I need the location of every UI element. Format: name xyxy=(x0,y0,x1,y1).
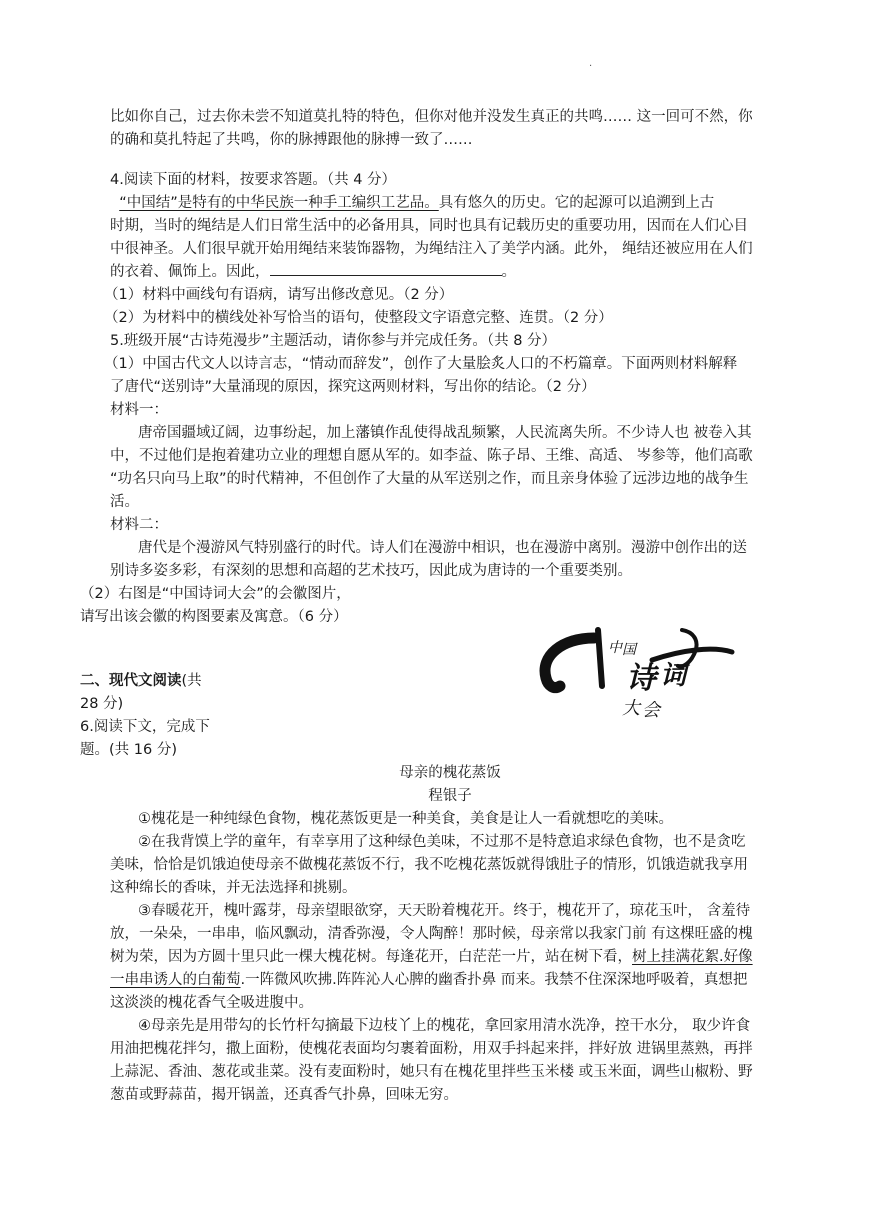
q5-sub-question-1-cont: 了唐代“送别诗”大量涌现的原因，探究这两则材料，写出你的结论。（2 分） xyxy=(110,379,596,395)
q4-title: 4.阅读下面的材料，按要求答题。（共 4 分） xyxy=(110,172,397,188)
q4-material-line xyxy=(110,192,790,214)
q4-line1-rest: 具有悠久的历史。它的起源可以追溯到上古 xyxy=(438,195,715,211)
section-2-score: 28 分) xyxy=(80,696,124,712)
underlined-phrase: 一串串诱人的白葡萄 xyxy=(110,972,241,988)
section-2-score-open: (共 xyxy=(181,673,202,689)
q5-sub-question-2: （2）右图是“中国诗词大会”的会徽图片， xyxy=(80,586,351,602)
q5-sub-question-2-cont: 请写出该会徽的构图要素及寓意。（6 分） xyxy=(80,609,348,625)
q4-line4-start: 的衣着、佩饰上。因此， xyxy=(110,264,270,280)
intro-line: 的确和莫扎特起了共鸣，你的脉搏跟他的脉搏一致了…… xyxy=(110,132,473,148)
material-1-line: 中，不过他们是抱着建功立业的理想自愿从军的。如李益、陈子昂、王维、高适、 岑参等，他们高歌 xyxy=(110,448,753,464)
section-2-heading: 二、现代文阅读 xyxy=(80,673,182,689)
article-paragraph-3: 这淡淡的槐花香气全吸进腹中。 xyxy=(110,995,313,1011)
article-title: 母亲的槐花蒸饭 xyxy=(399,765,501,781)
q6-title-cont: 题。(共 16 分) xyxy=(80,742,177,758)
material-1-line: 活。 xyxy=(110,494,139,510)
q4-answer-blank[interactable] xyxy=(270,261,502,276)
article-paragraph-1: ①槐花是一种纯绿色食物，槐花蒸饭更是一种美食，美食是让人一看就想吃的美味。 xyxy=(138,811,673,827)
section-2-title xyxy=(80,670,760,692)
emblem-char: 大 xyxy=(622,698,640,719)
article-paragraph-4: 葱苗或野蒜苗，揭开锅盖，还真香气扑鼻，回味无穷。 xyxy=(110,1087,458,1103)
article-paragraph-3 xyxy=(110,969,790,991)
paragraph-3-text: 树为荣，因为方圆十里只此一棵大槐花树。每逢花开，白茫茫一片，站在树下看， xyxy=(110,949,632,965)
paragraph-3-text: .一阵微风吹拂.阵阵沁人心脾的幽香扑鼻 而来。我禁不住深深地呼吸着，真想把 xyxy=(240,972,748,988)
material-1-label: 材料一： xyxy=(110,402,168,418)
article-paragraph-4: 上蒜泥、香油、葱花或韭菜。没有麦面粉时，她只有在槐花里拌些玉米楼 或玉米面，调些山椒粉、野 xyxy=(110,1064,753,1080)
article-author: 程银子 xyxy=(428,788,472,804)
article-paragraph-3 xyxy=(110,946,790,968)
q4-sub-question-1: （1）材料中画线句有语病，请写出修改意见。（2 分） xyxy=(104,287,454,303)
q4-line4-end: 。 xyxy=(501,264,516,280)
q4-material-line: 时期，当时的绳结是人们日常生活中的必备用具，同时也具有记载历史的重要功用，因而在人们心目 xyxy=(110,218,748,234)
emblem-char: 诗 xyxy=(626,661,656,696)
q4-underlined-sentence: “中国结”是特有的中华民族一种手工编织工艺品。 xyxy=(119,195,439,211)
material-2-line: 别诗多姿多彩，有深刻的思想和高超的艺术技巧，因此成为唐诗的一个重要类别。 xyxy=(110,563,632,579)
underlined-phrase: 树上挂满花絮.好像 xyxy=(632,949,753,965)
q4-material-line xyxy=(110,261,790,283)
q5-sub-question-1: （1）中国古代文人以诗言志，“情动而辞发”，创作了大量脍炙人口的不朽篇章。下面两则材料解释 xyxy=(104,356,738,372)
article-paragraph-3: 放，一朵朵，一串串，临风飘动，清香弥漫，令人陶醉！那时候，母亲常以我家门前 有这棵旺盛的槐 xyxy=(110,926,753,942)
q4-material-line: 中很神圣。人们很早就开始用绳结来装饰器物，为绳结注入了美学内涵。此外， 绳结还被应用在人们 xyxy=(110,241,753,257)
article-paragraph-4: 用油把槐花拌匀，撒上面粉，使槐花表面均匀裹着面粉，用双手抖起来拌，拌好放 进锅里蒸熟，再拌 xyxy=(110,1041,753,1057)
material-2-line: 唐代是个漫游风气特别盛行的时代。诗人们在漫游中相识，也在漫游中离别。漫游中创作出的送 xyxy=(138,540,747,556)
emblem-char: 国 xyxy=(622,642,636,658)
article-paragraph-4: ④母亲先是用带勾的长竹杆勾摘最下边枝丫上的槐花，拿回家用清水洗净，控干水分， 取少许食 xyxy=(138,1018,751,1034)
article-paragraph-2: ②在我背馍上学的童年，有幸享用了这种绿色美味，不过那不是特意追求绿色食物，也不是贪吃 xyxy=(138,834,746,850)
article-paragraph-3: ③春暖花开，槐叶露芽，母亲望眼欲穿，天天盼着槐花开。终于，槐花开了，琼花玉叶， 含羞待 xyxy=(138,903,751,919)
intro-line: 比如你自己，过去你未尝不知道莫扎特的特色，但你对他并没发生真正的共鸣…… 这一回可不然，你 xyxy=(110,109,753,125)
article-paragraph-2: 美味，恰恰是饥饿迫使母亲不做槐花蒸饭不行，我不吃槐花蒸饭就得饿肚子的情形，饥饿造就我享用 xyxy=(110,857,748,873)
emblem-char: 会 xyxy=(642,700,660,721)
header-mark: . xyxy=(589,58,593,69)
material-2-label: 材料二： xyxy=(110,517,168,533)
emblem-char: 中 xyxy=(608,640,622,656)
article-paragraph-2: 这种绵长的香味，并无法选择和挑剔。 xyxy=(110,880,357,896)
material-1-line: 唐帝国疆域辽阔，边事纷起，加上藩镇作乱使得战乱频繁，人民流离失所。不少诗人也 被卷入其 xyxy=(138,425,752,441)
emblem-char: 词 xyxy=(660,661,687,691)
q5-title: 5.班级开展“古诗苑漫步”主题活动，请你参与并完成任务。（共 8 分） xyxy=(110,333,557,349)
q4-sub-question-2: （2）为材料中的横线处补写恰当的语句，使整段文字语意完整、连贯。（2 分） xyxy=(104,310,613,326)
q6-title: 6.阅读下文，完成下 xyxy=(80,719,210,735)
material-1-line: “功名只向马上取”的时代精神，不但创作了大量的从军送别之作，而且亲身体验了远涉边地的战争生 xyxy=(110,471,749,487)
